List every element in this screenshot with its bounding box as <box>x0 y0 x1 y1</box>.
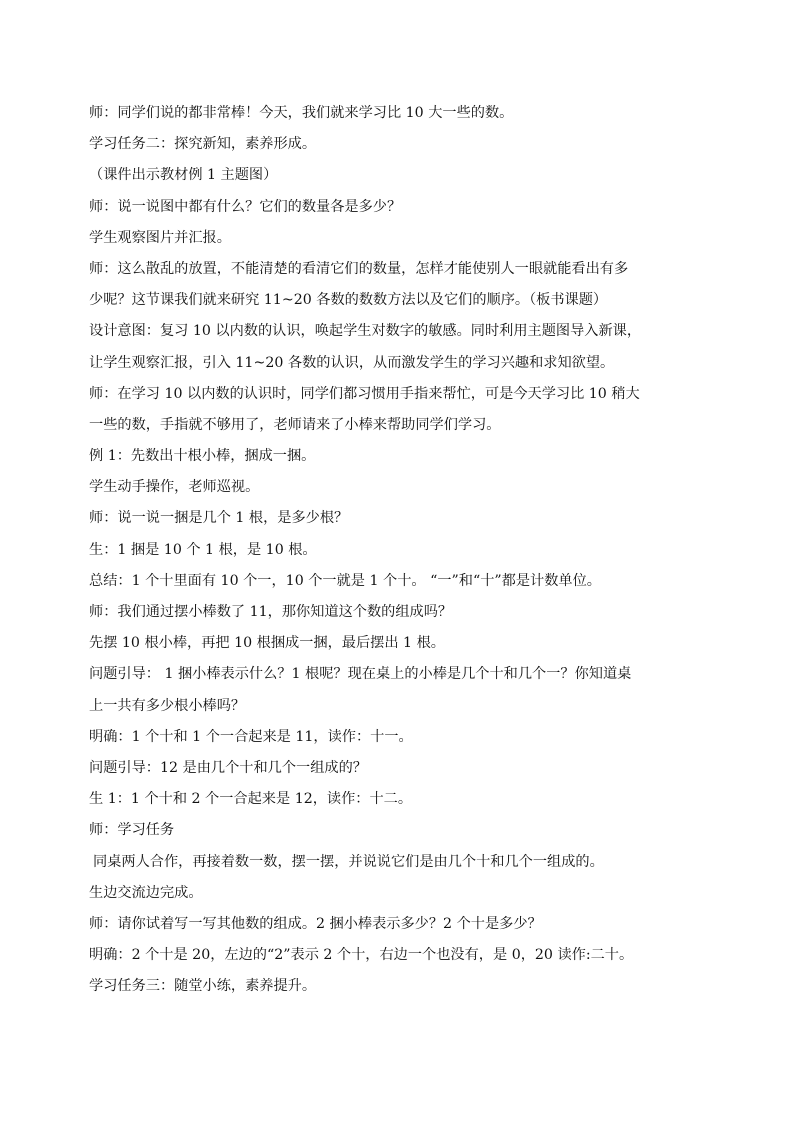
text-line: 少呢？这节课我们就来研究 11~20 各数的数数方法以及它们的顺序。（板书课题） <box>89 292 608 309</box>
text-line: 让学生观察汇报，引入 11~20 各数的认识，从而激发学生的学习兴趣和求知欲望。 <box>89 354 615 371</box>
text-line: 师：这么散乱的放置，不能清楚的看清它们的数量，怎样才能使别人一眼就能看出有多 <box>89 260 629 277</box>
text-line: 师：学习任务 <box>89 822 175 839</box>
text-line: 师：说一说一捆是几个 1 根，是多少根？ <box>89 510 349 527</box>
text-line: 学生观察图片并汇报。 <box>89 229 231 246</box>
text-line: （课件出示教材例 1 主题图） <box>89 167 278 184</box>
text-line: 学生动手操作，老师巡视。 <box>89 479 260 496</box>
text-line: 同桌两人合作，再接着数一数，摆一摆，并说说它们是由几个十和几个一组成的。 <box>93 853 604 870</box>
text-line: 师：在学习 10 以内数的认识时，同学们都习惯用手指来帮忙，可是今天学习比 10 稍大 <box>89 385 640 402</box>
text-line: 师：我们通过摆小棒数了 11，那你知道这个数的组成吗？ <box>89 604 453 620</box>
text-line: 师：说一说图中都有什么？它们的数量各是多少？ <box>89 198 402 215</box>
text-line: 生：1 捆是 10 个 1 根，是 10 根。 <box>89 541 317 558</box>
text-line: 师：请你试着写一写其他数的组成。2 捆小棒表示多少？2 个十是多少？ <box>89 915 542 932</box>
text-line: 例 1：先数出十根小棒，捆成一捆。 <box>89 448 316 465</box>
text-line: 生边交流边完成。 <box>89 884 203 901</box>
text-line: 学习任务三：随堂小练，素养提升。 <box>89 978 317 995</box>
text-line: 明确：2 个十是 20，左边的“2”表示 2 个十，右边一个也没有，是 0，20 读作:二十。 <box>89 947 634 964</box>
document-body <box>89 98 709 1002</box>
text-line: 师：同学们说的都非常棒！今天，我们就来学习比 10 大一些的数。 <box>89 105 514 121</box>
text-line: 学习任务二：探究新知，素养形成。 <box>89 136 317 153</box>
text-line: 设计意图：复习 10 以内数的认识，唤起学生对数字的敏感。同时利用主题图导入新课， <box>89 323 642 340</box>
text-line: 一些的数，手指就不够用了，老师请来了小棒来帮助同学们学习。 <box>89 416 501 433</box>
text-line: 明确：1 个十和 1 个一合起来是 11，读作：十一。 <box>89 728 413 745</box>
text-line: 生 1：1 个十和 2 个一合起来是 12，读作：十二。 <box>89 791 413 808</box>
text-line: 上一共有多少根小棒吗？ <box>89 697 246 714</box>
text-line: 总结：1 个十里面有 10 个一，10 个一就是 1 个十。 “一”和“十”都是计数单位。 <box>89 572 601 589</box>
text-line: 先摆 10 根小棒，再把 10 根捆成一捆，最后摆出 1 根。 <box>89 635 445 652</box>
text-line: 问题引导：12 是由几个十和几个一组成的？ <box>89 759 367 776</box>
text-line: 问题引导： 1 捆小棒表示什么？1 根呢？现在桌上的小棒是几个十和几个一？你知道桌 <box>89 666 632 683</box>
